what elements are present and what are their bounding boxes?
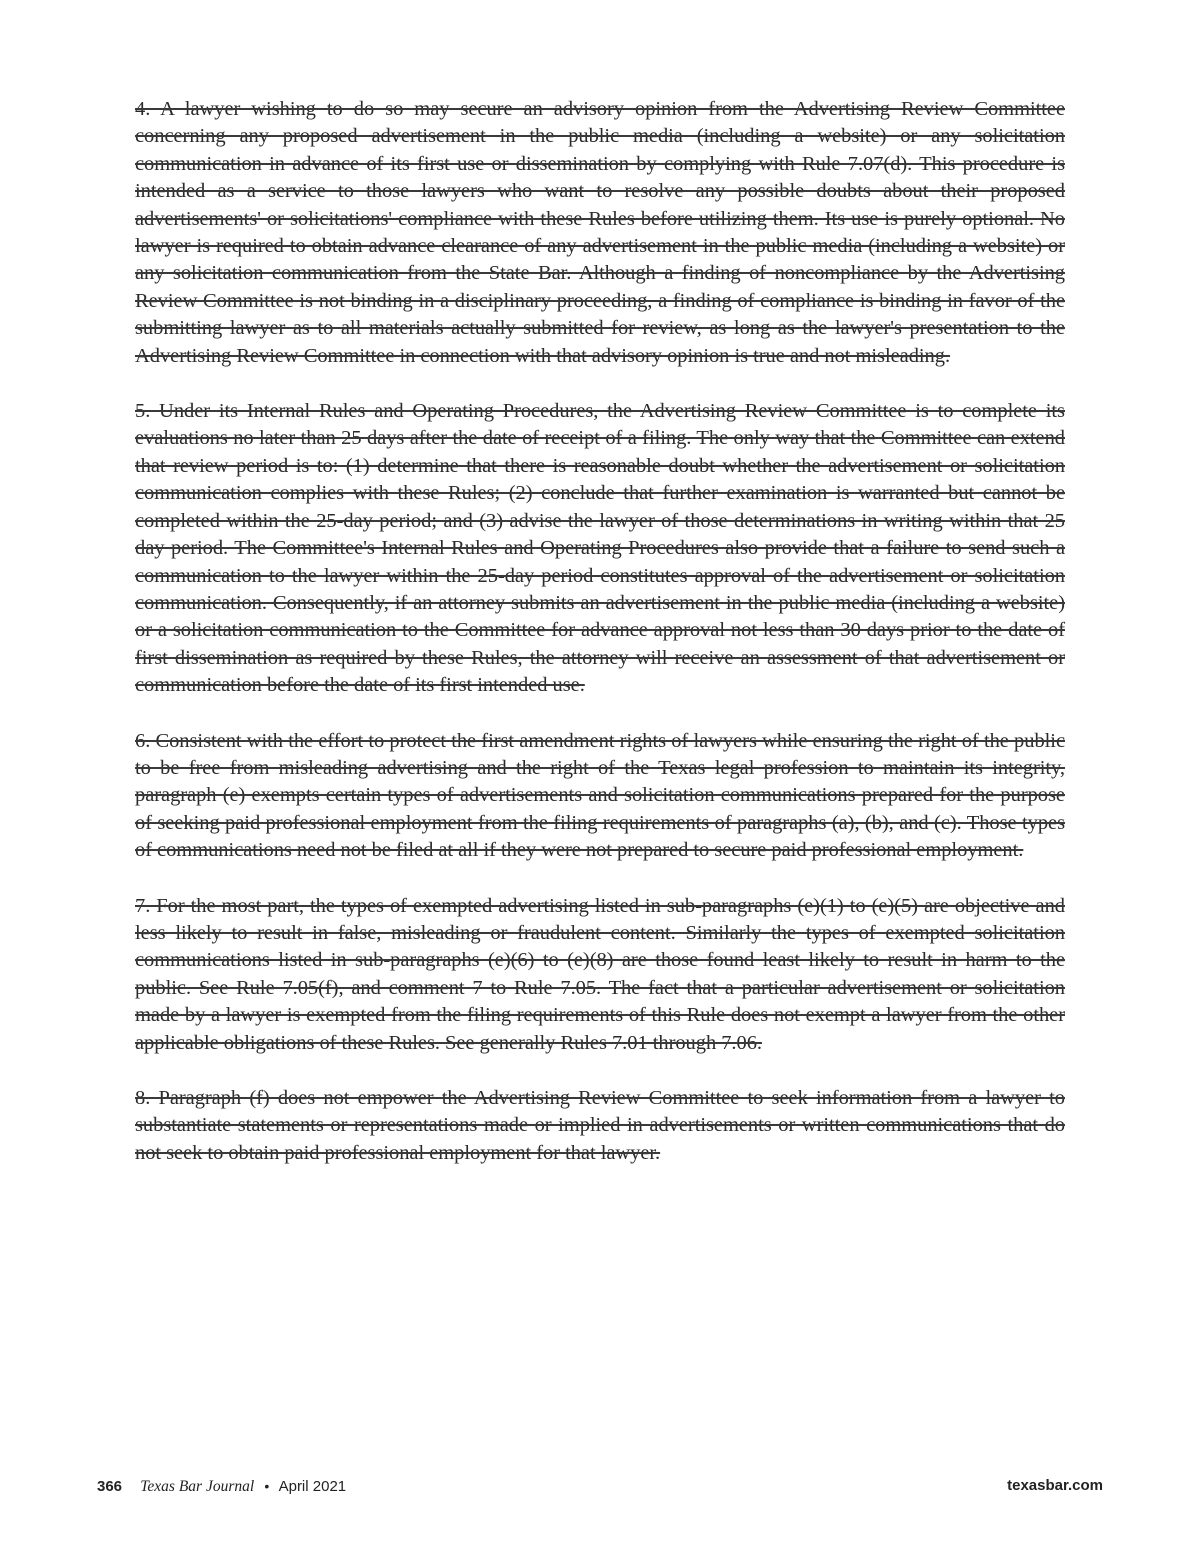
- comment-paragraph-8: 8. Paragraph (f) does not empower the Advertising Review Committee to seek information from a lawyer to substantiate statements or representations made or implied in advertisements or written communications that do not seek to obtain paid professional employment for that lawyer.: [135, 1087, 1065, 1164]
- comment-paragraph-4: 4. A lawyer wishing to do so may secure an advisory opinion from the Advertising Review Committee concerning any proposed advertisement in the public media (including a website) or any solicitation communication in advance of its first use or dissemination by complying with Rule 7.07(d). This procedure is intended as a service to those lawyers who want to resolve any possible doubts about their proposed advertisements' or solicitations' compliance with these Rules before utilizing them. Its use is purely optional. No lawyer is required to obtain advance clearance of any advertisement in the public media (including a website) or any solicitation communication from the State Bar. Although a finding of noncompliance by the Advertising Review Committee is not binding in a disciplinary proceeding, a finding of compliance is binding in favor of the submitting lawyer as to all materials actually submitted for review, as long as the lawyer's presentation to the Advertising Review Committee in connection with that advisory opinion is true and not misleading.: [135, 98, 1065, 367]
- comment-paragraph-5: 5. Under its Internal Rules and Operating Procedures, the Advertising Review Committee is to complete its evaluations no later than 25 days after the date of receipt of a filing. The only way that the Committee can extend that review period is to: (1) determine that there is reasonable doubt whether the advertisement or solicitation communication complies with these Rules; (2) conclude that further examination is warranted but cannot be completed within the 25-day period; and (3) advise the lawyer of those determinations in writing within that 25 day period. The Committee's Internal Rules and Operating Procedures also provide that a failure to send such a communication to the lawyer within the 25-day period constitutes approval of the advertisement or solicitation communication. Consequently, if an attorney submits an advertisement in the public media (including a website) or a solicitation communication to the Committee for advance approval not less than 30 days prior to the date of first dissemination as required by these Rules, the attorney will receive an assessment of that advertisement or communication before the date of its first intended use.: [135, 400, 1065, 697]
- comment-paragraph-6: 6. Consistent with the effort to protect the first amendment rights of lawyers while ensuring the right of the public to be free from misleading advertising and the right of the Texas legal profession to maintain its integrity, paragraph (e) exempts certain types of advertisements and solicitation communications prepared for the purpose of seeking paid professional employment from the filing requirements of paragraphs (a), (b), and (c). Those types of communications need not be filed at all if they were not prepared to secure paid professional employment.: [135, 729, 1065, 862]
- comment-body: [135, 96, 1065, 1195]
- page-footer: [97, 1476, 1103, 1500]
- issue-date: April 2021: [278, 1478, 347, 1495]
- comment-paragraph-7: 7. For the most part, the types of exempted advertising listed in sub-paragraphs (e)(1) to (e)(5) are objective and less likely to result in false, misleading or fraudulent content. Similarly the types of exempted solicitation communications listed in sub-paragraphs (e)(6) to (e)(8) are those found least likely to result in harm to the public. See Rule 7.05(f), and comment 7 to Rule 7.05. The fact that a particular advertisement or solicitation made by a lawyer is exempted from the filing requirements of this Rule does not exempt a lawyer from the other applicable obligations of these Rules. See generally Rules 7.01 through 7.06.: [135, 894, 1065, 1054]
- footer-separator: •: [264, 1478, 270, 1494]
- footer-publication-info: [97, 1476, 346, 1497]
- journal-name: Texas Bar Journal: [140, 1478, 255, 1495]
- page-number: 366: [97, 1478, 123, 1495]
- footer-website: texasbar.com: [1007, 1477, 1103, 1494]
